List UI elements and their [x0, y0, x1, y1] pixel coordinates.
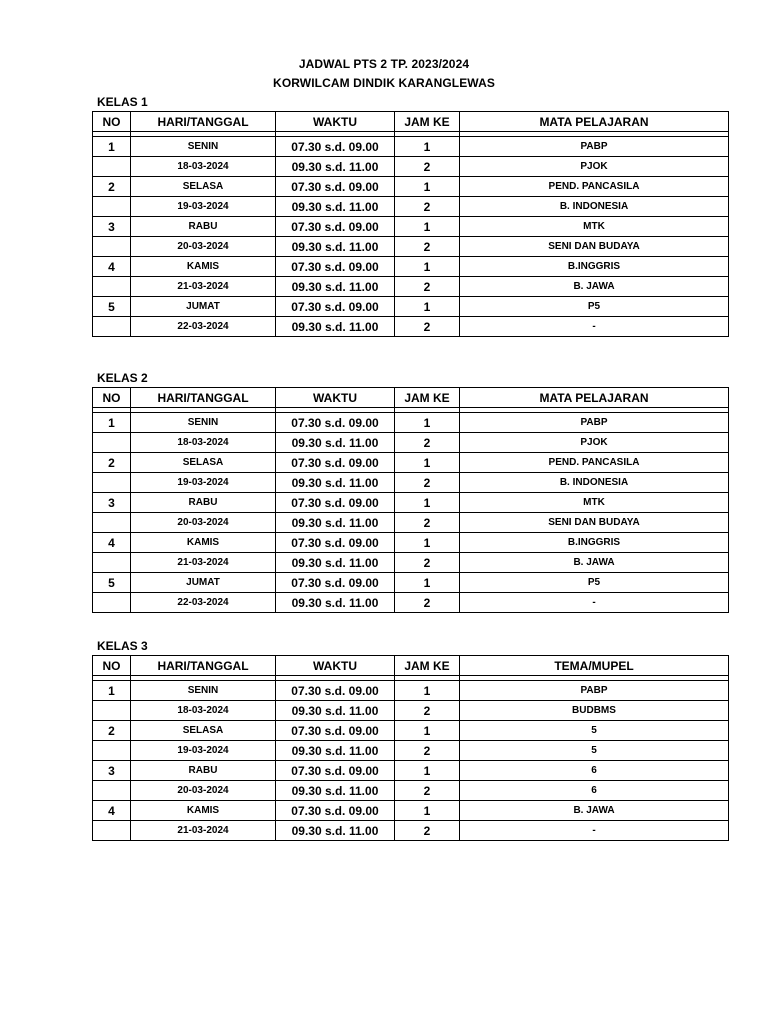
day-date: 20-03-2024	[131, 513, 276, 533]
row-number: 3	[93, 493, 131, 513]
subject-cell: PJOK	[460, 157, 729, 177]
row-number-cont	[93, 593, 131, 613]
time-cell: 09.30 s.d. 11.00	[276, 473, 395, 493]
day-name: SELASA	[131, 453, 276, 473]
jam-ke-cell: 2	[395, 741, 460, 761]
time-cell: 09.30 s.d. 11.00	[276, 741, 395, 761]
row-number: 1	[93, 681, 131, 701]
day-date: 19-03-2024	[131, 473, 276, 493]
table-row	[93, 217, 729, 237]
time-cell: 07.30 s.d. 09.00	[276, 493, 395, 513]
subject-cell: P5	[460, 297, 729, 317]
time-cell: 07.30 s.d. 09.00	[276, 453, 395, 473]
day-name: SENIN	[131, 681, 276, 701]
row-number-cont	[93, 741, 131, 761]
kelas-3-table	[92, 655, 729, 841]
table-row	[93, 453, 729, 473]
jam-ke-cell: 2	[395, 237, 460, 257]
row-number-cont	[93, 157, 131, 177]
row-number: 1	[93, 413, 131, 433]
jam-ke-cell: 1	[395, 533, 460, 553]
subject-cell: MTK	[460, 217, 729, 237]
jam-ke-cell: 1	[395, 177, 460, 197]
subject-cell: P5	[460, 573, 729, 593]
day-name: KAMIS	[131, 533, 276, 553]
header-hari-tanggal: HARI/TANGGAL	[131, 112, 276, 132]
subject-cell: -	[460, 317, 729, 337]
header-jam-ke: JAM KE	[395, 388, 460, 408]
jam-ke-cell: 2	[395, 821, 460, 841]
row-number: 4	[93, 533, 131, 553]
header-waktu: WAKTU	[276, 112, 395, 132]
row-number: 5	[93, 573, 131, 593]
row-number: 2	[93, 453, 131, 473]
time-cell: 07.30 s.d. 09.00	[276, 297, 395, 317]
jam-ke-cell: 2	[395, 197, 460, 217]
jam-ke-cell: 2	[395, 593, 460, 613]
kelas-3-label: KELAS 3	[97, 639, 148, 653]
subject-cell: -	[460, 593, 729, 613]
row-number: 5	[93, 297, 131, 317]
day-date: 20-03-2024	[131, 237, 276, 257]
subject-cell: 5	[460, 721, 729, 741]
time-cell: 09.30 s.d. 11.00	[276, 701, 395, 721]
table-row	[93, 553, 729, 573]
row-number: 3	[93, 217, 131, 237]
jam-ke-cell: 1	[395, 137, 460, 157]
subject-cell: PABP	[460, 413, 729, 433]
jam-ke-cell: 1	[395, 801, 460, 821]
table-row	[93, 157, 729, 177]
day-date: 20-03-2024	[131, 781, 276, 801]
subject-cell: B. JAWA	[460, 277, 729, 297]
table-row	[93, 801, 729, 821]
time-cell: 09.30 s.d. 11.00	[276, 593, 395, 613]
jam-ke-cell: 1	[395, 573, 460, 593]
document-title: JADWAL PTS 2 TP. 2023/2024	[298, 57, 470, 71]
time-cell: 09.30 s.d. 11.00	[276, 277, 395, 297]
jam-ke-cell: 1	[395, 761, 460, 781]
time-cell: 07.30 s.d. 09.00	[276, 137, 395, 157]
day-name: SENIN	[131, 413, 276, 433]
row-number: 4	[93, 801, 131, 821]
table-row	[93, 701, 729, 721]
day-date: 19-03-2024	[131, 741, 276, 761]
header-hari-tanggal: HARI/TANGGAL	[131, 388, 276, 408]
day-name: JUMAT	[131, 573, 276, 593]
subject-cell: 6	[460, 781, 729, 801]
time-cell: 09.30 s.d. 11.00	[276, 433, 395, 453]
time-cell: 07.30 s.d. 09.00	[276, 217, 395, 237]
jam-ke-cell: 2	[395, 433, 460, 453]
row-number-cont	[93, 781, 131, 801]
header-row	[93, 656, 729, 676]
jam-ke-cell: 1	[395, 681, 460, 701]
time-cell: 09.30 s.d. 11.00	[276, 513, 395, 533]
subject-cell: B. JAWA	[460, 553, 729, 573]
time-cell: 09.30 s.d. 11.00	[276, 317, 395, 337]
subject-cell: SENI DAN BUDAYA	[460, 513, 729, 533]
day-name: RABU	[131, 761, 276, 781]
table-row	[93, 681, 729, 701]
table-row	[93, 821, 729, 841]
row-number: 4	[93, 257, 131, 277]
table-row	[93, 533, 729, 553]
table-row	[93, 573, 729, 593]
day-date: 18-03-2024	[131, 701, 276, 721]
table-row	[93, 593, 729, 613]
time-cell: 07.30 s.d. 09.00	[276, 177, 395, 197]
time-cell: 09.30 s.d. 11.00	[276, 553, 395, 573]
jam-ke-cell: 1	[395, 297, 460, 317]
time-cell: 07.30 s.d. 09.00	[276, 681, 395, 701]
time-cell: 07.30 s.d. 09.00	[276, 801, 395, 821]
table-row	[93, 237, 729, 257]
table-row	[93, 721, 729, 741]
day-name: SELASA	[131, 177, 276, 197]
row-number-cont	[93, 277, 131, 297]
day-name: RABU	[131, 217, 276, 237]
jam-ke-cell: 1	[395, 217, 460, 237]
table-row	[93, 297, 729, 317]
kelas-2-table	[92, 387, 729, 613]
time-cell: 07.30 s.d. 09.00	[276, 533, 395, 553]
jam-ke-cell: 2	[395, 317, 460, 337]
day-name: SELASA	[131, 721, 276, 741]
table-row	[93, 761, 729, 781]
day-name: KAMIS	[131, 801, 276, 821]
row-number-cont	[93, 513, 131, 533]
day-date: 18-03-2024	[131, 433, 276, 453]
table-row	[93, 413, 729, 433]
subject-cell: PABP	[460, 681, 729, 701]
table-row	[93, 473, 729, 493]
day-name: JUMAT	[131, 297, 276, 317]
subject-cell: BUDBMS	[460, 701, 729, 721]
header-subject: MATA PELAJARAN	[460, 112, 729, 132]
row-number-cont	[93, 237, 131, 257]
day-date: 18-03-2024	[131, 157, 276, 177]
time-cell: 07.30 s.d. 09.00	[276, 257, 395, 277]
header-hari-tanggal: HARI/TANGGAL	[131, 656, 276, 676]
subject-cell: 6	[460, 761, 729, 781]
jam-ke-cell: 1	[395, 413, 460, 433]
header-jam-ke: JAM KE	[395, 656, 460, 676]
subject-cell: PEND. PANCASILA	[460, 453, 729, 473]
row-number-cont	[93, 473, 131, 493]
table-row	[93, 433, 729, 453]
jam-ke-cell: 2	[395, 701, 460, 721]
subject-cell: B. INDONESIA	[460, 473, 729, 493]
row-number: 1	[93, 137, 131, 157]
row-number-cont	[93, 197, 131, 217]
table-row	[93, 513, 729, 533]
row-number-cont	[93, 821, 131, 841]
header-subject: MATA PELAJARAN	[460, 388, 729, 408]
subject-cell: 5	[460, 741, 729, 761]
jam-ke-cell: 1	[395, 721, 460, 741]
time-cell: 09.30 s.d. 11.00	[276, 237, 395, 257]
table-row	[93, 317, 729, 337]
time-cell: 07.30 s.d. 09.00	[276, 761, 395, 781]
row-number: 2	[93, 721, 131, 741]
jam-ke-cell: 2	[395, 157, 460, 177]
table-row	[93, 197, 729, 217]
header-row	[93, 112, 729, 132]
day-name: KAMIS	[131, 257, 276, 277]
jam-ke-cell: 2	[395, 513, 460, 533]
subject-cell: B.INGGRIS	[460, 257, 729, 277]
header-waktu: WAKTU	[276, 656, 395, 676]
time-cell: 09.30 s.d. 11.00	[276, 821, 395, 841]
subject-cell: PABP	[460, 137, 729, 157]
table-row	[93, 257, 729, 277]
row-number-cont	[93, 553, 131, 573]
jam-ke-cell: 2	[395, 553, 460, 573]
table-row	[93, 177, 729, 197]
subject-cell: SENI DAN BUDAYA	[460, 237, 729, 257]
table-row	[93, 277, 729, 297]
table-row	[93, 137, 729, 157]
kelas-1-label: KELAS 1	[97, 95, 148, 109]
table-row	[93, 741, 729, 761]
time-cell: 07.30 s.d. 09.00	[276, 721, 395, 741]
header-no: NO	[93, 656, 131, 676]
header-subject: TEMA/MUPEL	[460, 656, 729, 676]
header-row	[93, 388, 729, 408]
day-date: 21-03-2024	[131, 821, 276, 841]
day-date: 19-03-2024	[131, 197, 276, 217]
kelas-1-table	[92, 111, 729, 337]
subject-cell: -	[460, 821, 729, 841]
header-no: NO	[93, 388, 131, 408]
row-number: 3	[93, 761, 131, 781]
time-cell: 07.30 s.d. 09.00	[276, 573, 395, 593]
subject-cell: B. JAWA	[460, 801, 729, 821]
jam-ke-cell: 2	[395, 473, 460, 493]
subject-cell: MTK	[460, 493, 729, 513]
subject-cell: PEND. PANCASILA	[460, 177, 729, 197]
table-row	[93, 493, 729, 513]
time-cell: 09.30 s.d. 11.00	[276, 781, 395, 801]
row-number: 2	[93, 177, 131, 197]
row-number-cont	[93, 701, 131, 721]
table-row	[93, 781, 729, 801]
day-name: SENIN	[131, 137, 276, 157]
time-cell: 09.30 s.d. 11.00	[276, 157, 395, 177]
subject-cell: B.INGGRIS	[460, 533, 729, 553]
kelas-2-label: KELAS 2	[97, 371, 148, 385]
day-date: 21-03-2024	[131, 553, 276, 573]
jam-ke-cell: 2	[395, 781, 460, 801]
header-waktu: WAKTU	[276, 388, 395, 408]
time-cell: 07.30 s.d. 09.00	[276, 413, 395, 433]
subject-cell: PJOK	[460, 433, 729, 453]
document-subtitle: KORWILCAM DINDIK KARANGLEWAS	[273, 76, 495, 90]
jam-ke-cell: 1	[395, 453, 460, 473]
jam-ke-cell: 1	[395, 493, 460, 513]
day-date: 22-03-2024	[131, 317, 276, 337]
time-cell: 09.30 s.d. 11.00	[276, 197, 395, 217]
subject-cell: B. INDONESIA	[460, 197, 729, 217]
row-number-cont	[93, 317, 131, 337]
day-name: RABU	[131, 493, 276, 513]
day-date: 21-03-2024	[131, 277, 276, 297]
header-no: NO	[93, 112, 131, 132]
day-date: 22-03-2024	[131, 593, 276, 613]
row-number-cont	[93, 433, 131, 453]
jam-ke-cell: 2	[395, 277, 460, 297]
jam-ke-cell: 1	[395, 257, 460, 277]
header-jam-ke: JAM KE	[395, 112, 460, 132]
